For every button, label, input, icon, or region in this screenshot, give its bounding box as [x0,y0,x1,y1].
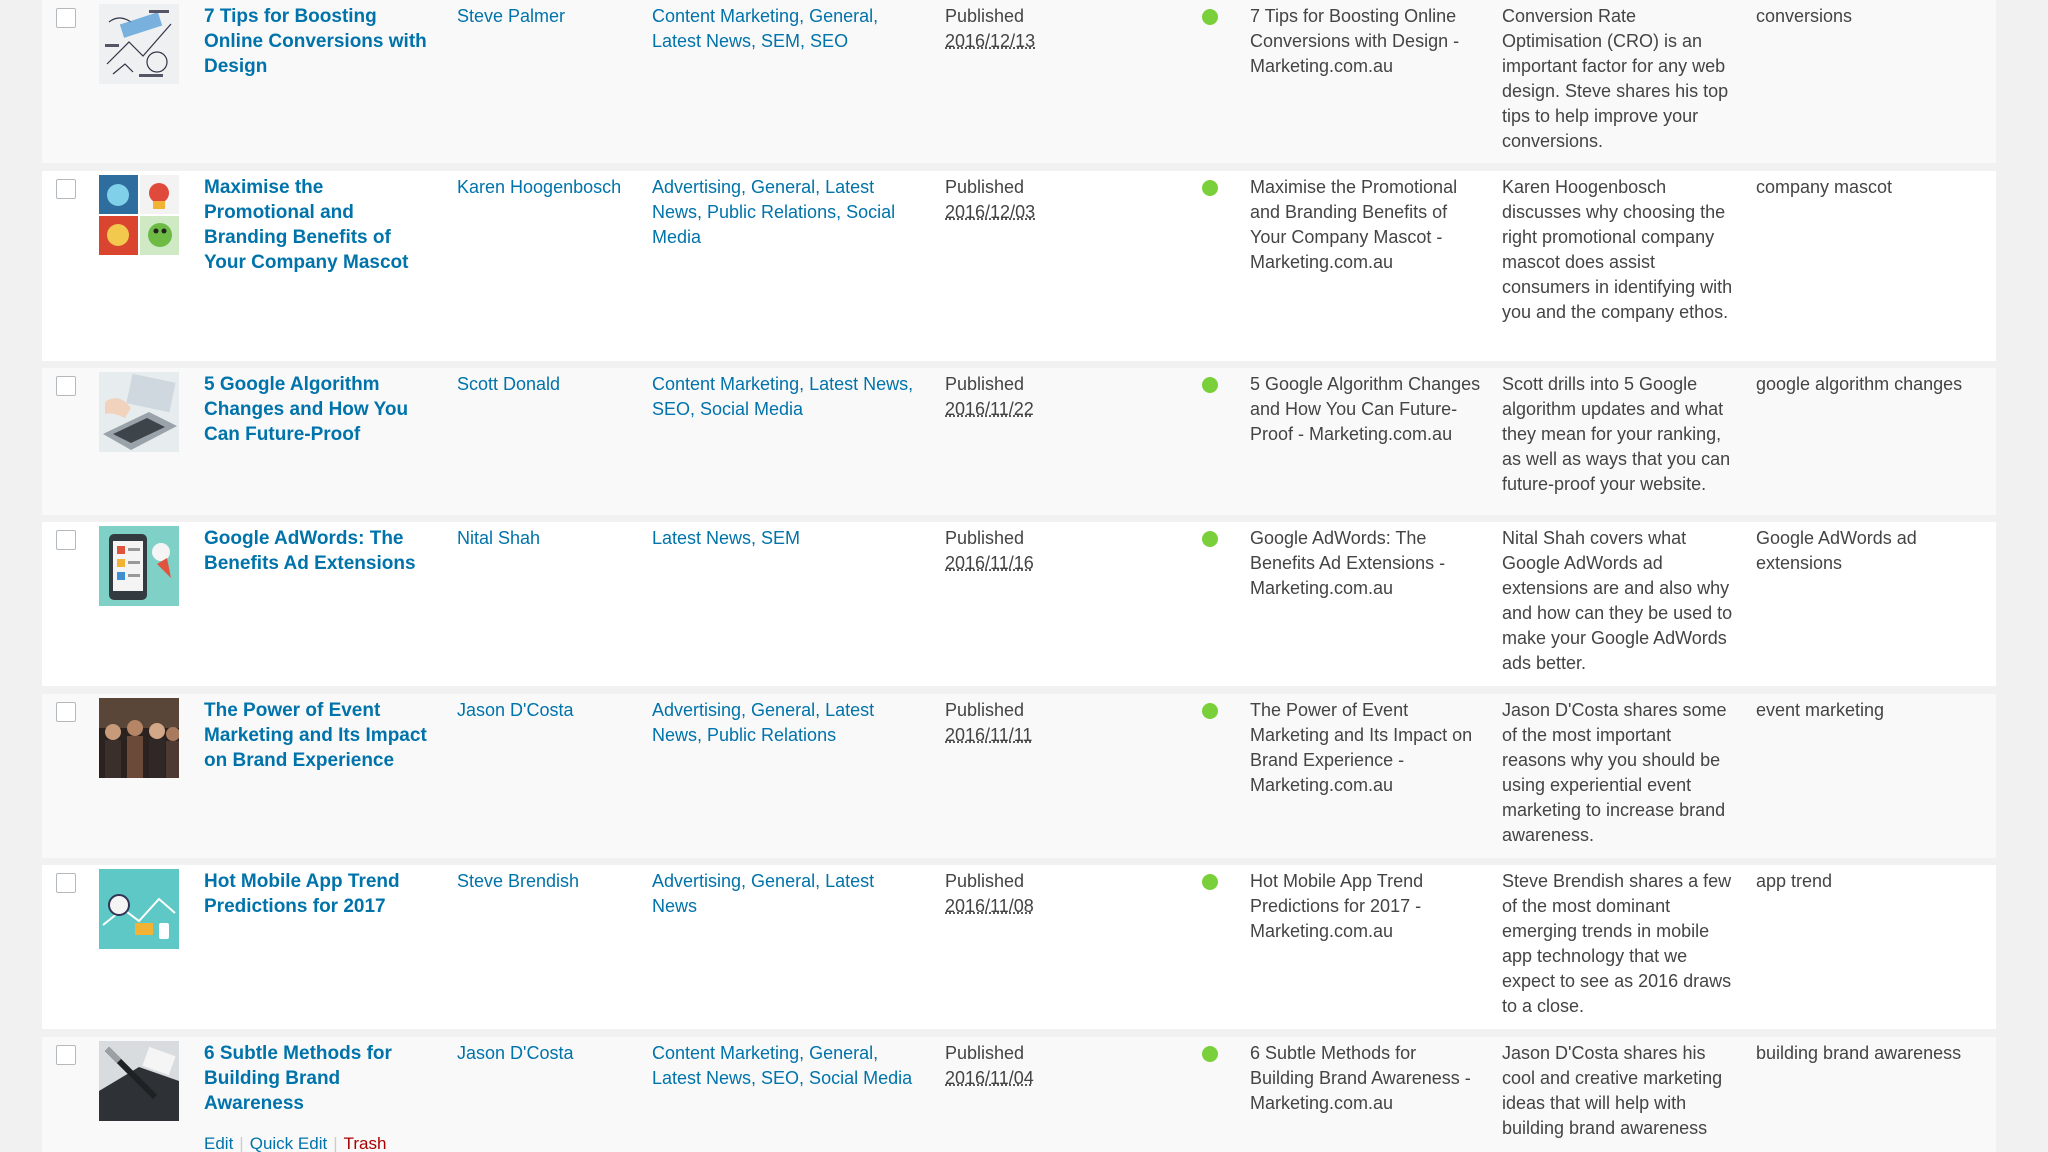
seo-status-dot [1202,874,1218,890]
meta-description: Jason D'Costa shares his cool and creative marketing ideas that will help with building brand awareness [1502,1043,1723,1138]
post-date [945,869,1145,919]
meta-description: Scott drills into 5 Google algorithm updates and what they mean for your ranking, as well as ways that you can future-proof your website. [1502,374,1731,494]
focus-keyword: building brand awareness [1756,1043,1962,1063]
meta-description: Nital Shah covers what Google AdWords ad extensions are and also why and how can they be used to make your Google AdWords ads better. [1502,528,1733,673]
post-status: Published [945,177,1025,197]
table-row [42,1037,1996,1152]
focus-keyword: conversions [1756,6,1853,26]
post-thumbnail[interactable] [99,4,179,84]
quick-edit-link[interactable]: Quick Edit [249,1134,328,1152]
table-row [42,368,1996,515]
post-date [945,526,1145,576]
row-checkbox[interactable] [56,179,76,199]
row-actions [204,1131,386,1152]
post-categories[interactable]: Advertising, General, Latest News, Public Relations [652,700,875,745]
laptop-typing-image [99,372,179,452]
row-checkbox[interactable] [56,1045,76,1065]
focus-keyword: company mascot [1756,177,1893,197]
meta-description: Steve Brendish shares a few of the most dominant emerging trends in mobile app technology that we expect to see as 2016 draws to a close. [1502,871,1732,1016]
table-row [42,171,1996,361]
separator: | [239,1134,244,1152]
post-date-value: 2016/11/04 [945,1068,1034,1088]
post-date-value: 2016/11/16 [945,553,1034,573]
post-title-link[interactable]: 5 Google Algorithm Changes and How You Can Future-Proof [204,374,409,445]
post-status: Published [945,374,1025,394]
separator: | [333,1134,338,1152]
post-thumbnail[interactable] [99,1041,179,1121]
post-status: Published [945,6,1025,26]
post-author-link[interactable]: Jason D'Costa [457,1043,574,1063]
focus-keyword: event marketing [1756,700,1885,720]
edit-link[interactable]: Edit [204,1134,234,1152]
post-title-link[interactable]: 7 Tips for Boosting Online Conversions with Design [204,6,427,77]
post-status: Published [945,700,1025,720]
post-categories[interactable]: Content Marketing, General, Latest News, SEM, SEO [652,6,879,51]
post-thumbnail[interactable] [99,526,179,606]
post-title-link[interactable]: The Power of Event Marketing and Its Impact on Brand Experience [204,700,427,771]
seo-title: 7 Tips for Boosting Online Conversions with Design - Marketing.com.au [1250,6,1460,76]
seo-title: 6 Subtle Methods for Building Brand Awareness - Marketing.com.au [1250,1043,1471,1113]
post-status: Published [945,528,1025,548]
mascots-grid-image [99,175,179,255]
post-date-value: 2016/11/22 [945,399,1034,419]
row-checkbox[interactable] [56,873,76,893]
row-checkbox[interactable] [56,8,76,28]
row-checkbox[interactable] [56,702,76,722]
post-date-value: 2016/11/08 [945,896,1034,916]
table-row [42,522,1996,686]
post-author-link[interactable]: Karen Hoogenbosch [457,177,622,197]
post-title-link[interactable]: Hot Mobile App Trend Predictions for 2017 [204,871,400,917]
app-trend-illustration [99,869,179,949]
seo-title: The Power of Event Marketing and Its Impact on Brand Experience - Marketing.com.au [1250,700,1473,795]
pen-desk-image [99,1041,179,1121]
post-title-link[interactable]: 6 Subtle Methods for Building Brand Awareness [204,1043,392,1114]
post-categories[interactable]: Content Marketing, Latest News, SEO, Social Media [652,374,914,419]
seo-status-dot [1202,377,1218,393]
phone-ads-image [99,526,179,606]
post-status: Published [945,871,1025,891]
seo-title: Google AdWords: The Benefits Ad Extensions - Marketing.com.au [1250,528,1446,598]
posts-table [42,0,1996,1152]
event-crowd-image [99,698,179,778]
seo-status-dot [1202,703,1218,719]
seo-status-dot [1202,1046,1218,1062]
seo-title: Maximise the Promotional and Branding Benefits of Your Company Mascot - Marketing.com.au [1250,177,1458,272]
focus-keyword: google algorithm changes [1756,374,1963,394]
post-categories[interactable]: Advertising, General, Latest News, Public Relations, Social Media [652,177,896,247]
post-author-link[interactable]: Jason D'Costa [457,700,574,720]
post-date [945,4,1145,54]
post-date [945,698,1145,748]
table-row [42,0,1996,163]
post-status: Published [945,1043,1025,1063]
trash-link[interactable]: Trash [343,1134,387,1152]
meta-description: Conversion Rate Optimisation (CRO) is an important factor for any web design. Steve shares his top tips to help improve your conversions. [1502,6,1729,151]
post-title-link[interactable]: Google AdWords: The Benefits Ad Extensions [204,528,416,574]
seo-status-dot [1202,9,1218,25]
focus-keyword: Google AdWords ad extensions [1756,528,1917,573]
post-categories[interactable]: Content Marketing, General, Latest News, SEO, Social Media [652,1043,913,1088]
table-row [42,694,1996,858]
post-thumbnail[interactable] [99,698,179,778]
post-author-link[interactable]: Steve Brendish [457,871,580,891]
post-author-link[interactable]: Scott Donald [457,374,561,394]
post-date-value: 2016/12/03 [945,202,1036,222]
post-thumbnail[interactable] [99,175,179,255]
row-checkbox[interactable] [56,376,76,396]
meta-description: Jason D'Costa shares some of the most important reasons why you should be using experiential event marketing to increase brand awareness. [1502,700,1727,845]
post-date-value: 2016/12/13 [945,31,1036,51]
post-author-link[interactable]: Steve Palmer [457,6,566,26]
row-checkbox[interactable] [56,530,76,550]
table-row [42,865,1996,1029]
post-date [945,1041,1145,1091]
post-thumbnail[interactable] [99,869,179,949]
conversions-sketch-image [99,4,179,84]
post-categories[interactable]: Advertising, General, Latest News [652,871,875,916]
seo-status-dot [1202,531,1218,547]
seo-title: Hot Mobile App Trend Predictions for 2017 - Marketing.com.au [1250,871,1424,941]
post-title-link[interactable]: Maximise the Promotional and Branding Benefits of Your Company Mascot [204,177,409,273]
meta-description: Karen Hoogenbosch discusses why choosing the right promotional company mascot does assist consumers in identifying with you and the company ethos. [1502,177,1733,322]
seo-title: 5 Google Algorithm Changes and How You Can Future-Proof - Marketing.com.au [1250,374,1481,444]
focus-keyword: app trend [1756,871,1833,891]
post-date [945,175,1145,225]
post-thumbnail[interactable] [99,372,179,452]
post-author-link[interactable]: Nital Shah [457,528,541,548]
post-date-value: 2016/11/11 [945,725,1033,745]
seo-status-dot [1202,180,1218,196]
post-categories[interactable]: Latest News, SEM [652,528,801,548]
post-date [945,372,1145,422]
